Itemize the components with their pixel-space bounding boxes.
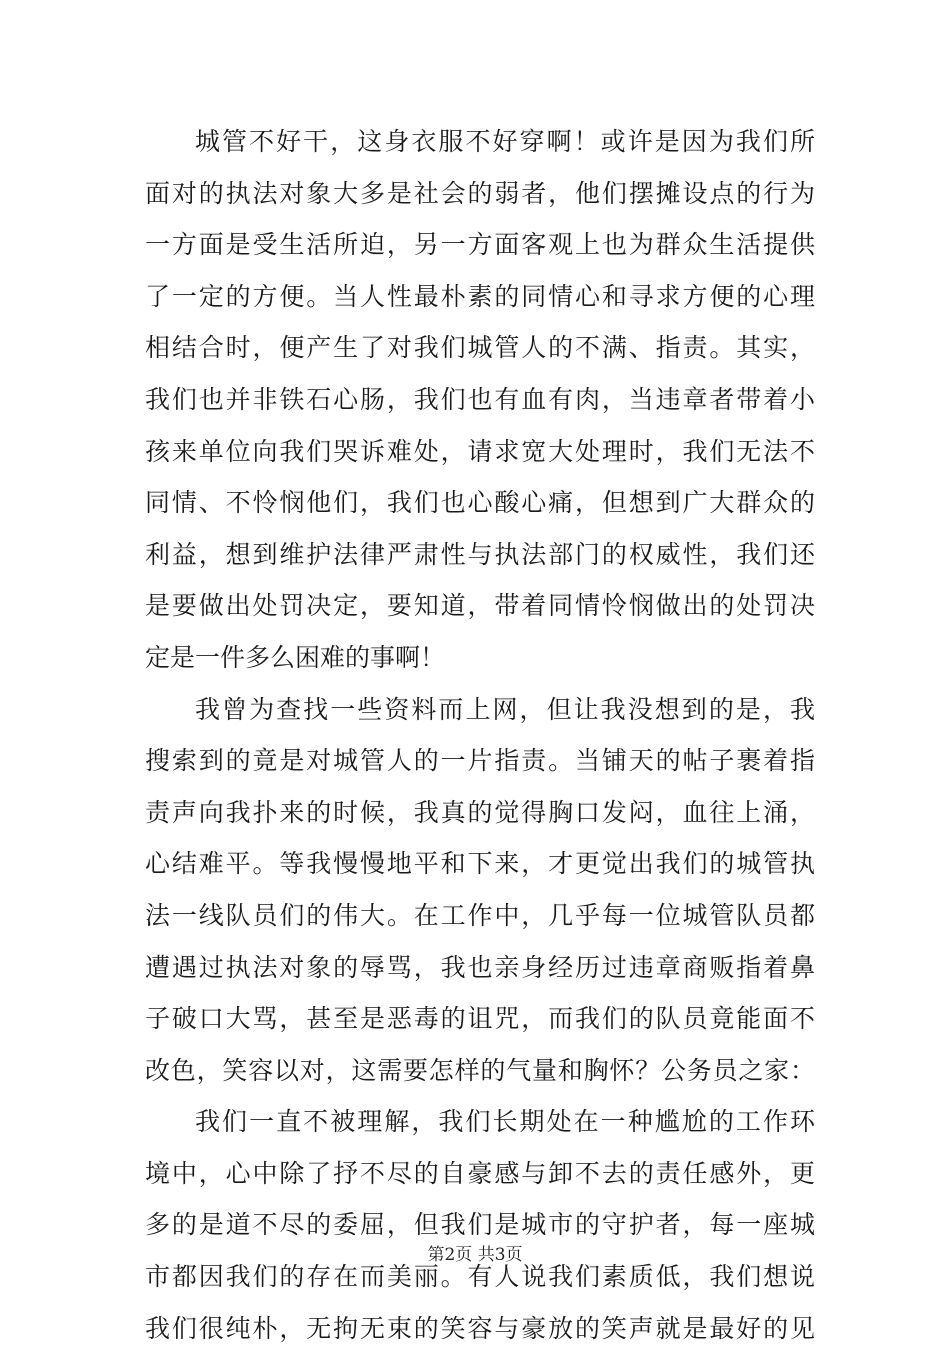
text-line: 是要做出处罚决定，要知道，带着同情怜悯做出的处罚决	[145, 591, 815, 621]
text-line: 城管不好干，这身衣服不好穿啊！或许是因为我们所	[195, 127, 815, 156]
text-line: 市都因我们的存在而美丽。有人说我们素质低，我们想说	[145, 1262, 815, 1292]
text-line: 心结难平。等我慢慢地平和下来，才更觉出我们的城管执	[145, 849, 815, 879]
text-line: 法一线队员们的伟大。在工作中，几乎每一位城管队员都	[145, 900, 815, 930]
text-line: 我曾为查找一些资料而上网，但让我没想到的是，我	[195, 694, 815, 724]
text-line: 子破口大骂，甚至是恶毒的诅咒，而我们的队员竟能面不	[145, 1004, 815, 1034]
text-line: 同情、不怜悯他们，我们也心酸心痛，但想到广大群众的	[145, 488, 815, 518]
text-line: 我们也并非铁石心肠，我们也有血有肉，当违章者带着小	[145, 384, 815, 414]
page-footer: 第2页 共3页	[427, 1245, 523, 1265]
text-line: 面对的执法对象大多是社会的弱者，他们摆摊设点的行为	[145, 178, 815, 208]
text-line: 搜索到的竟是对城管人的一片指责。当铺天的帖子裹着指	[145, 746, 815, 776]
text-line: 多的是道不尽的委屈，但我们是城市的守护者，每一座城	[145, 1210, 815, 1240]
text-line: 责声向我扑来的时候，我真的觉得胸口发闷，血往上涌，	[145, 797, 815, 827]
text-line: 利益，想到维护法律严肃性与执法部门的权威性，我们还	[145, 539, 815, 569]
text-line: 遭遇过执法对象的辱骂，我也亲身经历过违章商贩指着鼻	[145, 952, 815, 982]
body-text	[145, 116, 815, 1354]
text-line: 改色，笑容以对，这需要怎样的气量和胸怀？公务员之家：	[145, 1055, 815, 1085]
text-line: 我们很纯朴，无拘无束的笑容与豪放的笑声就是最好的见	[145, 1313, 815, 1343]
text-line: 相结合时，便产生了对我们城管人的不满、指责。其实，	[145, 333, 815, 363]
text-line: 定是一件多么困难的事啊！	[145, 642, 446, 672]
text-line: 一方面是受生活所迫，另一方面客观上也为群众生活提供	[145, 230, 815, 260]
text-line: 孩来单位向我们哭诉难处，请求宽大处理时，我们无法不	[145, 436, 815, 466]
text-line: 了一定的方便。当人性最朴素的同情心和寻求方便的心理	[145, 281, 815, 311]
text-line: 境中，心中除了抒不尽的自豪感与卸不去的责任感外，更	[145, 1158, 815, 1188]
text-line: 我们一直不被理解，我们长期处在一种尴尬的工作环	[195, 1107, 815, 1137]
